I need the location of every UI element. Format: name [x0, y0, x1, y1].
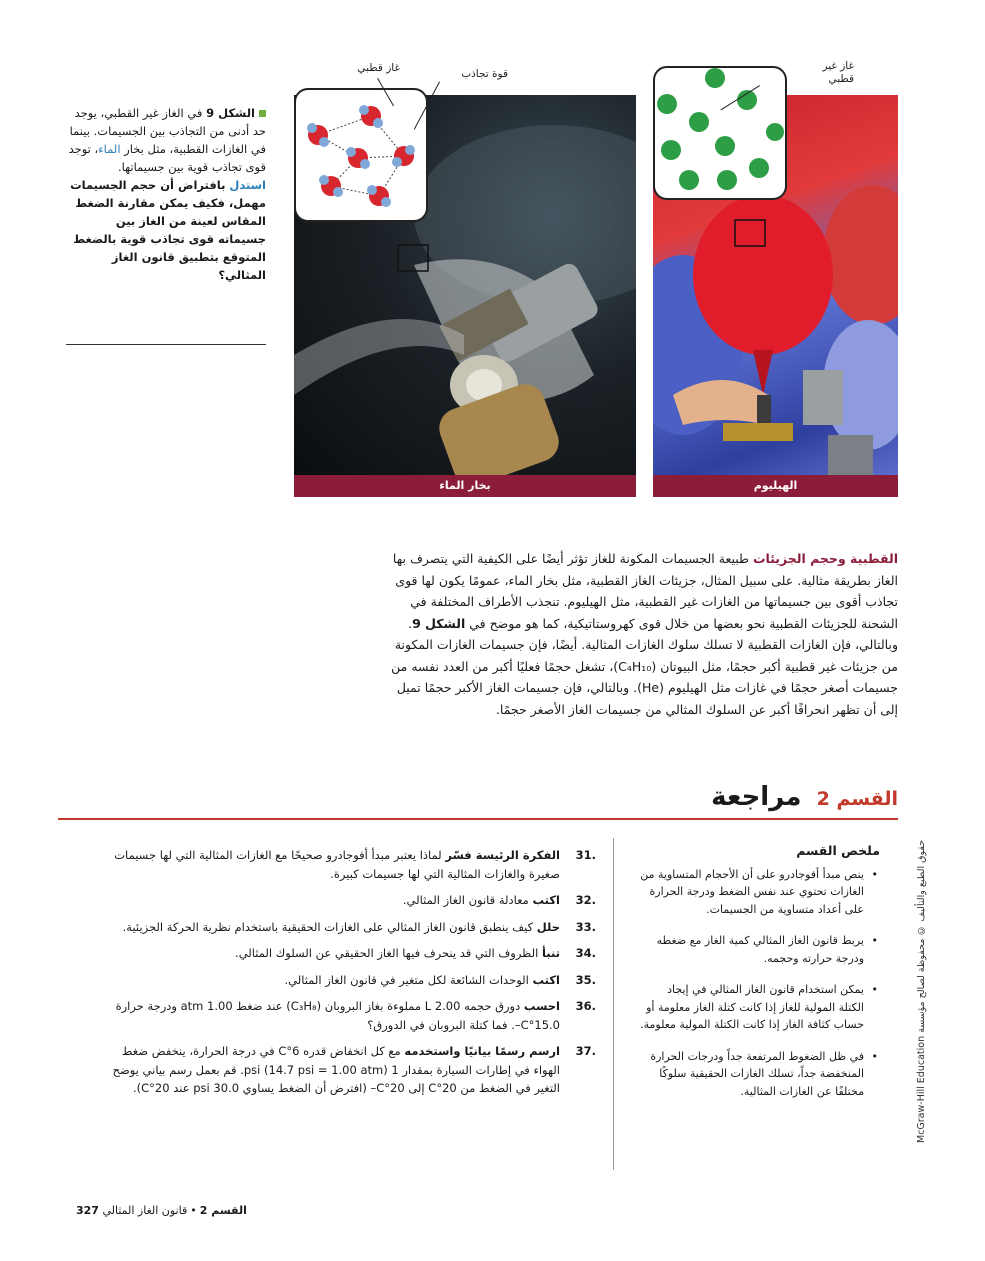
- column-divider: [613, 838, 614, 1170]
- question-verb: حلل: [536, 919, 560, 934]
- question-verb: تنبأ: [541, 946, 560, 960]
- question-number: 32.: [575, 893, 596, 907]
- question-verb: ارسم رسمًا بيانيًا واستخدمه: [404, 1044, 560, 1058]
- caption-label: الشكل 9: [206, 106, 255, 120]
- summary-item: • يربط قانون الغاز المثالي كمية الغاز مع ضغطه ودرجة حرارته وحجمه.: [640, 932, 880, 967]
- question-number: 33.: [575, 919, 596, 934]
- caption-highlight: الماء: [98, 142, 121, 156]
- copyright-credit: حقوق الطبع والتأليف © محفوظة لصالح مؤسسة McGraw-Hill Education: [916, 840, 927, 1144]
- question-item: [96, 846, 596, 883]
- question-verb: الفكرة الرئيسة فسّر: [445, 848, 560, 862]
- body-figure-ref: الشكل 9: [412, 615, 466, 631]
- caption-divider: [66, 344, 266, 345]
- summary-item: • ينص مبدأ أفوجادرو على أن الأحجام المتساوية من الغازات تحتوي عند نفس الضغط ودرجة الحرارة على أعداد متساوية من الجسيمات.: [640, 866, 880, 919]
- footer-running-head: [102, 1204, 246, 1217]
- question-text: [96, 918, 560, 937]
- question-verb: احسب: [523, 999, 560, 1013]
- review-title: مراجعة: [711, 782, 802, 812]
- question-number: 37.: [575, 1044, 596, 1058]
- question-verb: اكتب: [532, 893, 560, 907]
- caption-question-verb: استدل: [229, 178, 266, 192]
- question-text: [96, 971, 560, 990]
- question-text: [96, 1042, 560, 1098]
- question-item: [96, 971, 596, 990]
- question-body: كيف ينطبق قانون الغاز المثالي على الغازات الحقيقية باستخدام نظرية الحركة الجزيئية.: [122, 919, 537, 934]
- question-number: 35.: [575, 972, 596, 987]
- question-item: [96, 918, 596, 937]
- footer-dot-icon: •: [190, 1204, 197, 1217]
- callout-attraction: قوة تجاذب: [461, 68, 508, 80]
- body-paragraph: [384, 548, 898, 720]
- caption-bullet-icon: [259, 110, 266, 117]
- steam-panel-label: بخار الماء: [294, 475, 636, 497]
- callout-nonpolar-gas: غاز غير قطبي: [822, 60, 854, 85]
- summary-item: • يمكن استخدام قانون الغاز المثالي في إيجاد الكتلة المولية للغاز إذا كانت كتلة الغاز معلومة أو حساب كثافة الغاز إذا كانت الكتلة المولية معلومة.: [640, 981, 880, 1034]
- nonpolar-atoms-diagram: [655, 68, 785, 198]
- review-header: [600, 782, 898, 818]
- question-body: لماذا يعتبر مبدأ أفوجادرو صحيحًا مع الغازات المثالية التي لها جسيمات صغيرة والغازات المثالية التي لها جسيمات كبيرة.: [114, 848, 560, 881]
- question-item: [96, 1042, 596, 1098]
- page-footer: [66, 1204, 486, 1217]
- body-text-2: . وبالتالي، فإن الغازات القطبية لا تسلك سلوك الغازات المثالية. أيضًا، فإن جسيمات الغازات المكونة من جزيئات غير قطبية أكبر حجمًا، مثل البيوتان (C₄H₁₀)، تشغل حجمًا فعليًا أكبر من العدد نفسه من جسيمات أصغر حجمًا في غازات مثل الهيليوم (He). وبالتالي، فإن جسيمات الغاز الأكبر حجمًا تميل إلى أن تظهر انحرافًا أكبر عن السلوك المثالي من جسيمات الغاز الأصغر حجمًا.: [391, 615, 898, 717]
- caption-question: بافتراض أن حجم الجسيمات مهمل، فكيف يمكن مقارنة الضغط المقاس لعينة من الغاز بين جسيماته قوى تجاذب قوية بالضغط المتوقع بتطبيق قانون الغاز المثالي؟: [70, 178, 266, 282]
- body-heading: القطبية وحجم الجزيئات: [752, 551, 898, 566]
- question-body: الوحدات الشائعة لكل متغير في قانون الغاز المثالي.: [284, 972, 533, 987]
- caption-text-2: ، توجد قوى تجاذب قوية بين جسيماتها.: [68, 142, 266, 174]
- caption-text-1: في الغاز غير القطبي، يوجد حد أدنى من التجاذب بين الجسيمات. بينما في الغازات القطبية، مثل بخار: [69, 106, 266, 156]
- question-item: [96, 891, 596, 910]
- question-body: دورق حجمه 2.00 L مملوءة بغاز البروبان (C₃H₈) عند ضغط 1.00 atm ودرجة حرارة 15.0°C–. فما كتلة البروبان في الدورق؟: [115, 999, 560, 1032]
- question-text: [96, 846, 560, 883]
- question-text: [96, 891, 560, 910]
- question-item: [96, 997, 596, 1034]
- page-number: 327: [76, 1204, 99, 1217]
- figure-caption: [66, 104, 266, 284]
- summary-item: • في ظل الضغوط المرتفعة جداً ودرجات الحرارة المنخفضة جداً، تسلك الغازات الحقيقية سلوكًا مختلفًا عن الغازات المثالية.: [640, 1048, 880, 1101]
- question-verb: اكتب: [532, 972, 560, 987]
- footer-chapter: قانون الغاز المثالي: [102, 1204, 188, 1217]
- section-summary: [640, 842, 880, 1114]
- review-divider: [58, 818, 898, 820]
- question-body: معادلة قانون الغاز المثالي.: [402, 893, 533, 907]
- summary-list: [640, 866, 880, 1101]
- summary-title: ملخص القسم: [796, 843, 880, 858]
- helium-panel-label: الهيليوم: [653, 475, 898, 497]
- question-number: 34.: [575, 946, 596, 960]
- polar-molecules-diagram: [296, 90, 426, 220]
- question-body: مع كل انخفاض قدره 6°C في درجة الحرارة، ينخفض ضغط الهواء في إطارات السيارة بمقدار 1 psi (14.7 psi = 1.00 atm). قم بعمل رسم بياني يوضح التغير في الضغط من 20°C إلى 20°C– (افترض أن الضغط يساوي 30.0 psi عند 20°C).: [112, 1044, 560, 1095]
- question-number: 31.: [575, 848, 596, 862]
- callout-polar-gas: غاز قطبي: [357, 62, 400, 74]
- body-text-1: طبيعة الجسيمات المكونة للغاز تؤثر أيضًا على الكيفية التي يتصرف بها الغاز بطريقة مثالية. على سبيل المثال، جزيئات الغاز القطبية، مثل بخار الماء، عمومًا يكون لها قوى تجاذب أقوى بين جسيماتها من الغازات غير القطبية، مثل الهيليوم. تنجذب الأطراف المختلفة في الشحنة للجزيئات القطبية نحو بعضها من خلال قوى كهروستاتيكية، كما هو موضح في: [392, 551, 898, 631]
- review-section-label: القسم 2: [816, 788, 898, 810]
- nonpolar-gas-inset: [653, 66, 787, 200]
- question-text: [96, 997, 560, 1034]
- question-body: الظروف التي قد ينحرف فيها الغاز الحقيقي عن السلوك المثالي.: [235, 946, 542, 960]
- question-number: 36.: [575, 999, 596, 1013]
- polar-gas-inset: [294, 88, 428, 222]
- footer-section: القسم 2: [199, 1204, 247, 1217]
- question-item: [96, 944, 596, 963]
- review-questions: [96, 846, 596, 1106]
- question-text: [96, 944, 560, 963]
